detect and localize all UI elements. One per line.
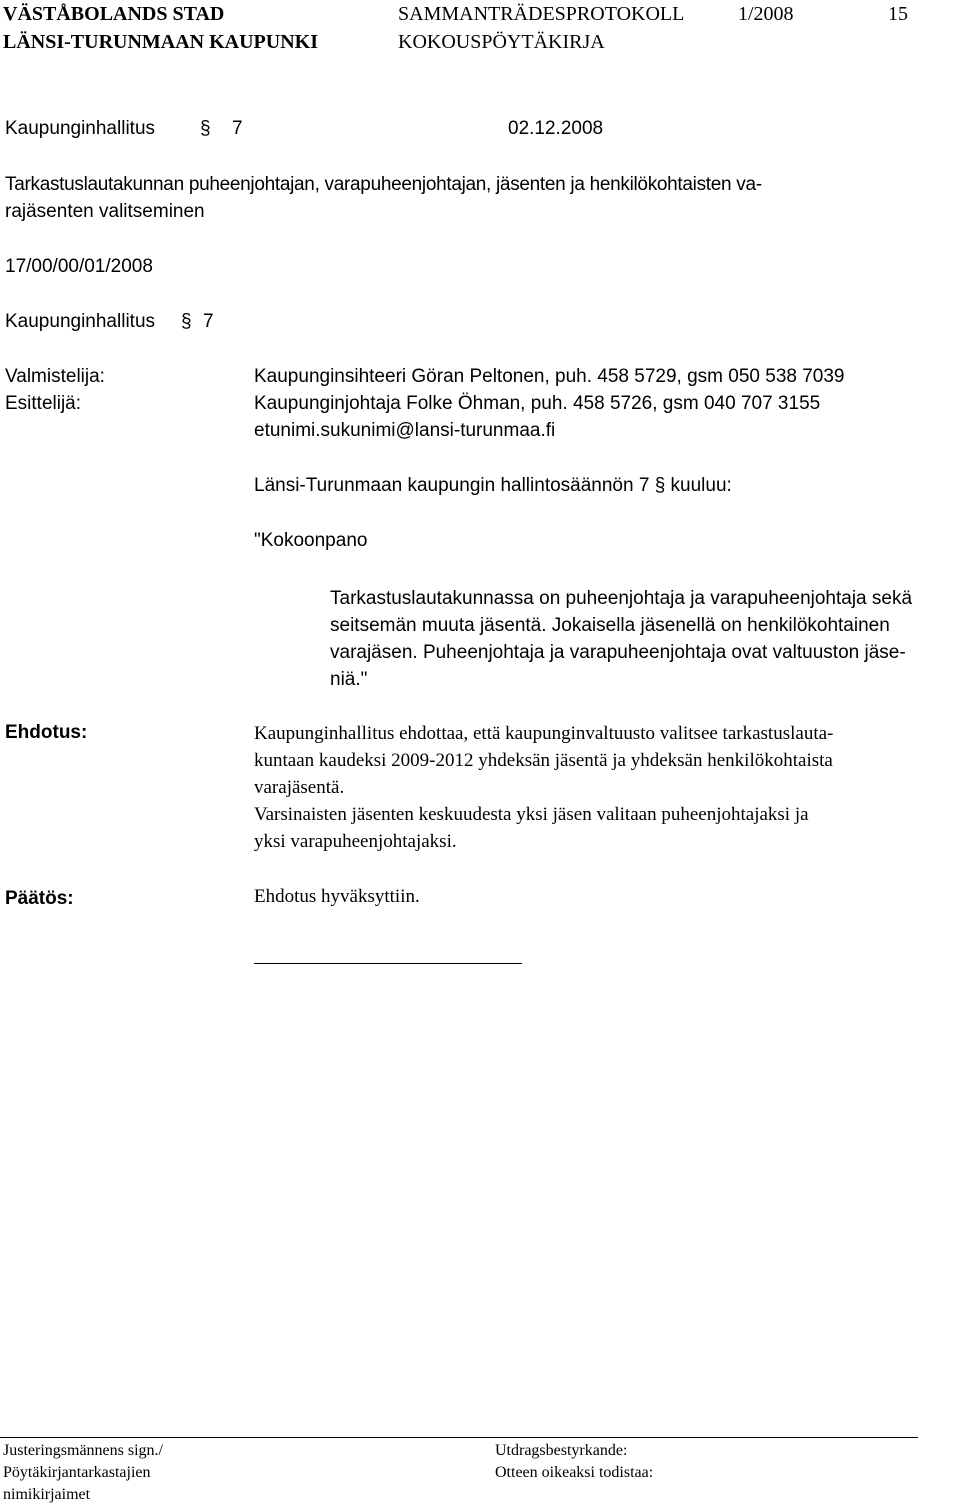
footer-left-line-3: nimikirjaimet xyxy=(3,1486,91,1503)
quote-line: Tarkastuslautakunnassa on puheenjohtaja ja varapuheenjohtaja sekä xyxy=(330,588,913,609)
signature-divider xyxy=(254,963,522,964)
doc-type-finnish: KOKOUSPÖYTÄKIRJA xyxy=(398,31,605,53)
presenter-email: etunimi.sukunimi@lansi-turunmaa.fi xyxy=(254,420,556,441)
quote-line: varajäsen. Puheenjohtaja ja varapuheenjohtaja ovat valtuuston jäse- xyxy=(330,642,906,663)
prior-body: Kaupunginhallitus xyxy=(5,311,156,332)
presenter-label: Esittelijä: xyxy=(5,393,82,414)
proposal-line: Kaupunginhallitus ehdottaa, että kaupunginvaltuusto valitsee tarkastuslauta- xyxy=(254,723,834,744)
org-name-swedish: VÄSTÅBOLANDS STAD xyxy=(3,3,225,25)
meeting-section: 7 xyxy=(232,118,243,139)
quote-heading: "Kokoonpano xyxy=(254,530,368,551)
prior-section: 7 xyxy=(203,311,214,332)
org-name-finnish: LÄNSI-TURUNMAAN KAUPUNKI xyxy=(3,31,318,53)
decision-value: Ehdotus hyväksyttiin. xyxy=(254,886,420,907)
reference-number: 17/00/00/01/2008 xyxy=(5,256,153,277)
quote-line: niä." xyxy=(330,669,368,690)
quote-paragraph xyxy=(330,585,960,693)
section-symbol: § xyxy=(200,118,211,139)
meeting-body: Kaupunginhallitus xyxy=(5,118,156,139)
quote-line: seitsemän muuta jäsentä. Jokaisella jäsenellä on henkilökohtainen xyxy=(330,615,890,636)
proposal-line: yksi varapuheenjohtajaksi. xyxy=(254,831,457,852)
proposal-line: varajäsentä. xyxy=(254,777,345,798)
preparer-label: Valmistelija: xyxy=(5,366,105,387)
proposal-paragraph xyxy=(254,720,960,855)
footer-left-line-1: Justeringsmännens sign./ xyxy=(3,1442,163,1459)
footer-left-line-2: Pöytäkirjantarkastajien xyxy=(3,1464,151,1481)
page-number: 15 xyxy=(888,3,908,25)
prior-section-symbol: § xyxy=(181,311,192,332)
footer-rule xyxy=(0,1437,918,1438)
doc-type-swedish: SAMMANTRÄDESPROTOKOLL xyxy=(398,3,685,25)
proposal-line: kuntaan kaudeksi 2009-2012 yhdeksän jäsentä ja yhdeksän henkilökohtaista xyxy=(254,750,833,771)
title-line-1: Tarkastuslautakunnan puheenjohtajan, varapuheenjohtajan, jäsenten ja henkilökohtaisten va- xyxy=(5,174,762,195)
issue-number: 1/2008 xyxy=(738,3,794,25)
meeting-date: 02.12.2008 xyxy=(508,118,604,139)
preparer-value: Kaupunginsihteeri Göran Peltonen, puh. 458 5729, gsm 050 538 7039 xyxy=(254,366,845,387)
intro-text: Länsi-Turunmaan kaupungin hallintosäännön 7 § kuuluu: xyxy=(254,475,732,496)
proposal-label: Ehdotus: xyxy=(5,722,88,743)
decision-label: Päätös: xyxy=(5,888,74,909)
footer-right-line-1: Utdragsbestyrkande: xyxy=(495,1442,628,1459)
footer-right-line-2: Otteen oikeaksi todistaa: xyxy=(495,1464,654,1481)
title-line-2: rajäsenten valitseminen xyxy=(5,201,205,222)
proposal-line: Varsinaisten jäsenten keskuudesta yksi jäsen valitaan puheenjohtajaksi ja xyxy=(254,804,809,825)
presenter-value: Kaupunginjohtaja Folke Öhman, puh. 458 5726, gsm 040 707 3155 xyxy=(254,393,821,414)
